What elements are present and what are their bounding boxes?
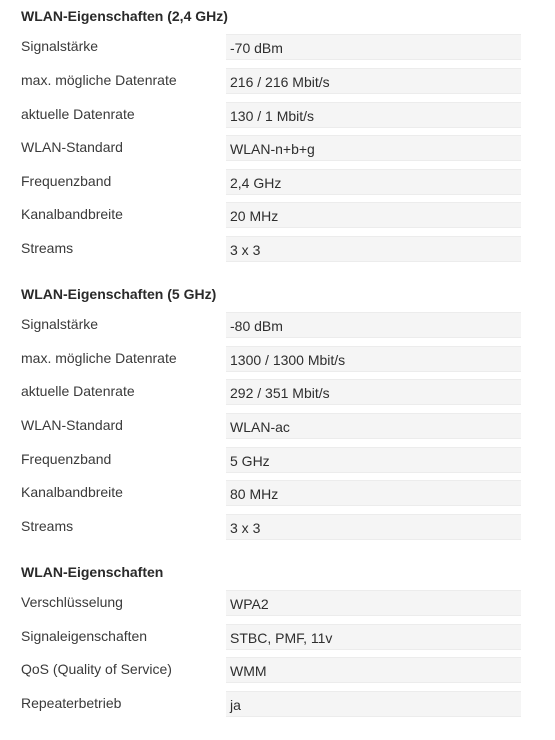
property-label: aktuelle Datenrate xyxy=(21,106,135,122)
property-row-frequenzband xyxy=(0,169,555,195)
property-row-wlan-standard xyxy=(0,135,555,161)
property-row-aktuelle-datenrate xyxy=(0,102,555,128)
property-label: Kanalbandbreite xyxy=(21,484,123,500)
property-row-qos xyxy=(0,657,555,683)
section-title: WLAN-Eigenschaften xyxy=(21,564,164,580)
property-label: WLAN-Standard xyxy=(21,139,123,155)
property-row-signalstaerke xyxy=(0,312,555,338)
property-value: WLAN-n+b+g xyxy=(226,135,521,161)
property-row-aktuelle-datenrate xyxy=(0,379,555,405)
property-label: QoS (Quality of Service) xyxy=(21,661,172,677)
property-label: Frequenzband xyxy=(21,451,112,467)
property-value: 20 MHz xyxy=(226,202,521,228)
property-value: WLAN-ac xyxy=(226,413,521,439)
property-value: 2,4 GHz xyxy=(226,169,521,195)
property-row-streams xyxy=(0,514,555,540)
property-value: 5 GHz xyxy=(226,447,521,473)
property-row-streams xyxy=(0,236,555,262)
property-row-frequenzband xyxy=(0,447,555,473)
property-label: max. mögliche Datenrate xyxy=(21,72,177,88)
property-value: 1300 / 1300 Mbit/s xyxy=(226,346,521,372)
property-label: Repeaterbetrieb xyxy=(21,695,122,711)
property-label: aktuelle Datenrate xyxy=(21,383,135,399)
property-value: -70 dBm xyxy=(226,34,521,60)
property-row-max-datenrate xyxy=(0,346,555,372)
property-row-wlan-standard xyxy=(0,413,555,439)
property-row-kanalbandbreite xyxy=(0,202,555,228)
property-label: WLAN-Standard xyxy=(21,417,123,433)
property-value: 216 / 216 Mbit/s xyxy=(226,68,521,94)
property-label: Frequenzband xyxy=(21,173,112,189)
property-value: STBC, PMF, 11v xyxy=(226,624,521,650)
property-label: Signaleigenschaften xyxy=(21,628,148,644)
property-value: WPA2 xyxy=(226,590,521,616)
property-row-kanalbandbreite xyxy=(0,480,555,506)
property-label: Verschlüsselung xyxy=(21,594,123,610)
property-label: max. mögliche Datenrate xyxy=(21,350,177,366)
property-label: Kanalbandbreite xyxy=(21,206,123,222)
property-label: Signalstärke xyxy=(21,38,99,54)
property-row-signaleigenschaften xyxy=(0,624,555,650)
property-value: 3 x 3 xyxy=(226,514,521,540)
section-title: WLAN-Eigenschaften (2,4 GHz) xyxy=(21,8,228,24)
property-label: Signalstärke xyxy=(21,316,99,332)
property-label: Streams xyxy=(21,240,74,256)
property-value: 3 x 3 xyxy=(226,236,521,262)
property-value: ja xyxy=(226,691,521,717)
property-value: 130 / 1 Mbit/s xyxy=(226,102,521,128)
property-value: WMM xyxy=(226,657,521,683)
property-row-max-datenrate xyxy=(0,68,555,94)
property-value: 292 / 351 Mbit/s xyxy=(226,379,521,405)
property-row-verschluesselung xyxy=(0,590,555,616)
property-value: -80 dBm xyxy=(226,312,521,338)
section-title: WLAN-Eigenschaften (5 GHz) xyxy=(21,286,217,302)
property-value: 80 MHz xyxy=(226,480,521,506)
property-row-repeaterbetrieb xyxy=(0,691,555,717)
property-label: Streams xyxy=(21,518,74,534)
property-row-signalstaerke xyxy=(0,34,555,60)
